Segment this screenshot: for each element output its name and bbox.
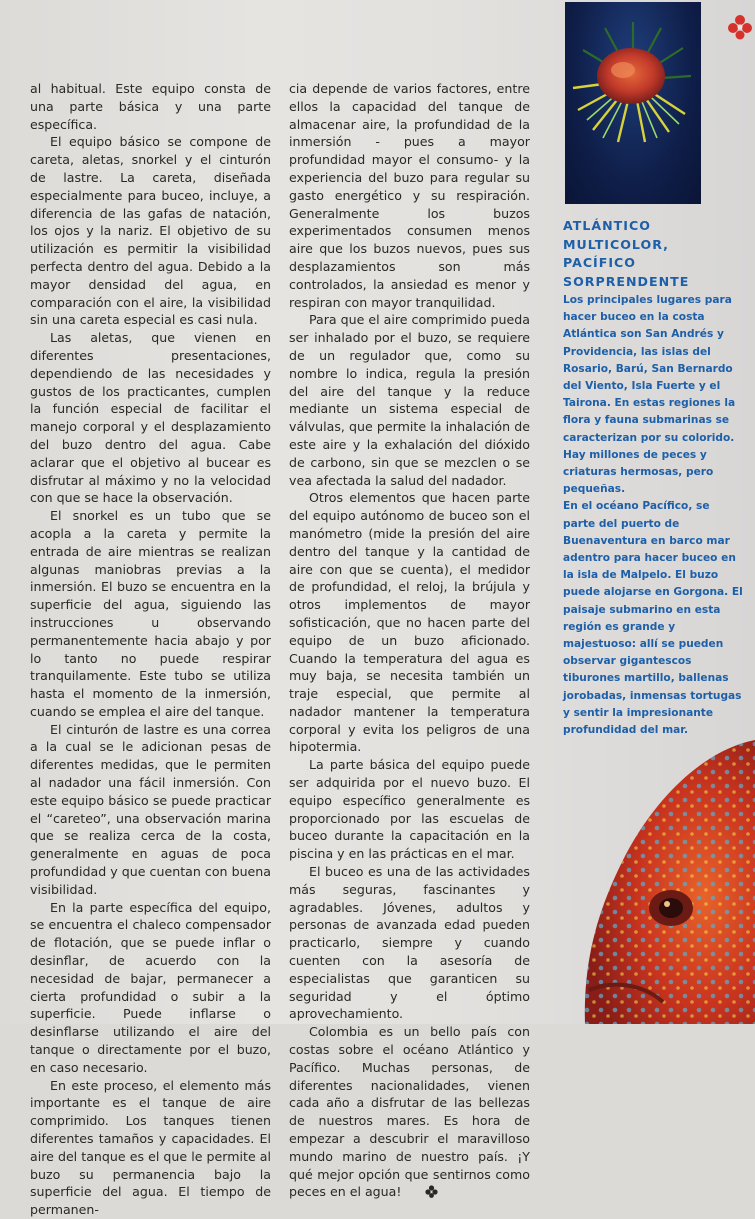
paragraph: Las aletas, que vienen en diferentes presentaciones, dependiendo de las necesidades y gustos de los practicantes, cumplen la función especial de facilitar el manejo corporal y el desplazamiento del buzo dentro del agua. Cabe aclarar que el objetivo al bucear es disfrutar al máximo y no la velocidad con que se hace la observación. [30, 330, 271, 506]
paragraph: El snorkel es un tubo que se acopla a la careta y permite la entrada de aire mientras se realizan algunas maniobras previas a la inmersión. El buzo se encuentra en la superficie del agua, siguiendo las instrucciones u observando permanentemente hacia abajo y por lo tanto no puede respirar tranquilamente. Este tubo se utiliza hasta el momento de la inmersión, cuando se emplea el aire del tanque. [30, 508, 271, 719]
paragraph: El buceo es una de las actividades más seguras, fascinantes y agradables. Jóvenes, adultos y personas de avanzada edad pueden practicarlo, siempre y cuando cuenten con la asesoría de especialistas que garanticen su seguridad y el óptimo aprovechamiento. [289, 864, 530, 1022]
sidebar-heading-line: SORPRENDENTE [563, 273, 690, 289]
paragraph [289, 1023, 530, 1201]
flower-logo-icon [727, 14, 753, 40]
sidebar-paragraph: Los principales lugares para hacer buceo en la costa Atlántica son San Andrés y Providencia, las islas del Rosario, Barú, San Bernardo del Viento, Isla Fuerte y el Tairona. En estas regiones la flora y fauna submarinas se caracterizan por su colorido. Hay millones de peces y criaturas hermosas, pero pequeñas. [563, 294, 736, 496]
paragraph: La parte básica del equipo puede ser adquirida por el nuevo buzo. El equipo específico generalmente es proporcionado por las escuelas de buceo durante la capacitación en la piscina y en las prácticas en el mar. [289, 757, 530, 862]
end-of-article-icon [405, 1185, 418, 1198]
sidebar-paragraph: En el océano Pacífico, se parte del puerto de Buenaventura en barco mar adentro para hacer buceo en la isla de Malpelo. El buzo puede alojarse en Gorgona. El paisaje submarino en esta región es grande y majestuoso: allí se pueden observar gigantescos tiburones martillo, ballenas jorobadas, inmensas tortugas y sentir la impresionante profundidad del mar. [563, 500, 743, 737]
sidebar-heading-line: PACÍFICO [563, 255, 636, 270]
sidebar-heading-line: ATLÁNTICO [563, 218, 651, 233]
paragraph: al habitual. Este equipo consta de una parte básica y una parte específica. [30, 81, 271, 132]
sidebar-heading [563, 217, 743, 291]
closing-paragraph-text: Colombia es un bello país con costas sobre el océano Atlántico y Pacífico. Muchas personas, de diferentes nacionalidades, vienen cada año a disfrutar de las bellezas de nuestros mares. Es hora de empezar a descubrir el maravilloso mundo marino de nuestro país. ¡Y qué mejor opción que sentirnos como peces en el agua! [289, 1024, 530, 1200]
sidebar-heading-line: MULTICOLOR, [563, 236, 669, 252]
sea-anemone-photo [565, 2, 701, 204]
paragraph: En la parte específica del equipo, se encuentra el chaleco compensador de flotación, que se puede inflar o desinflar, de acuerdo con la necesidad de bajar, permanecer a cierta profundidad o subir a la superficie. Puede inflarse o desinflarse utilizando el aire del tanque o directamente por el buzo, en caso necesario. [30, 899, 271, 1075]
sidebar-box [563, 217, 743, 739]
paragraph: Otros elementos que hacen parte del equipo autónomo de buceo son el manómetro (mide la presión del aire dentro del tanque y la cantidad de aire con que se cuenta), el medidor de profundidad, el reloj, la brújula y otros implementos de mayor sofisticación, que no hacen parte del equipo de un buzo aficionado. Cuando la temperatura del agua es muy baja, se necesita también un traje especial, que permite al nadador mantener la temperatura corporal y evita los peligros de una hipotermia. [289, 490, 530, 755]
article-column-2 [289, 80, 530, 1201]
paragraph: cia depende de varios factores, entre ellos la capacidad del tanque de almacenar aire, la profundidad de la inmersión - pues a mayor profundidad mayor el consumo- y la experiencia del buzo para regular su gasto energético y su respiración. Generalmente los buzos experimentados consumen menos aire que los buzos nuevos, pues sus desplazamientos son más controlados, la ansiedad es menor y respiran con mayor tranquilidad. [289, 81, 530, 310]
grouper-fish-photo [583, 740, 755, 1024]
paragraph: El cinturón de lastre es una correa a la cual se le adicionan pesas de diferentes medidas, que le permiten al nadador una fácil inmersión. Con este equipo básico se puede practicar el “careteo”, una observación marina que se realiza cerca de la costa, generalmente en aguas de poca profundidad y que cuentan con buena visibilidad. [30, 721, 271, 897]
article-column-1 [30, 80, 271, 1219]
paragraph: El equipo básico se compone de careta, aletas, snorkel y el cinturón de lastre. La careta, diseñada especialmente para buceo, incluye, a diferencia de las gafas de natación, los ojos y la nariz. El objetivo de su utilización es permitir la visibilidad perfecta dentro del agua. Debido a la mayor densidad del agua, en comparación con el aire, la visibilidad sin una careta especial es casi nula. [30, 134, 271, 328]
paragraph: Para que el aire comprimido pueda ser inhalado por el buzo, se requiere de un regulador que, como su nombre lo indica, regula la presión del aire del tanque y la reduce mediante un sistema especial de válvulas, que permite la inhalación de este aire y la exhalación del dióxido de carbono, sin que se mezclen o se vea afectada la salud del nadador. [289, 312, 530, 488]
paragraph: En este proceso, el elemento más importante es el tanque de aire comprimido. Los tanques tienen diferentes tamaños y capacidades. El aire del tanque es el que le permite al buzo su permanencia bajo la superficie del agua. El tiempo de permanen- [30, 1077, 271, 1218]
